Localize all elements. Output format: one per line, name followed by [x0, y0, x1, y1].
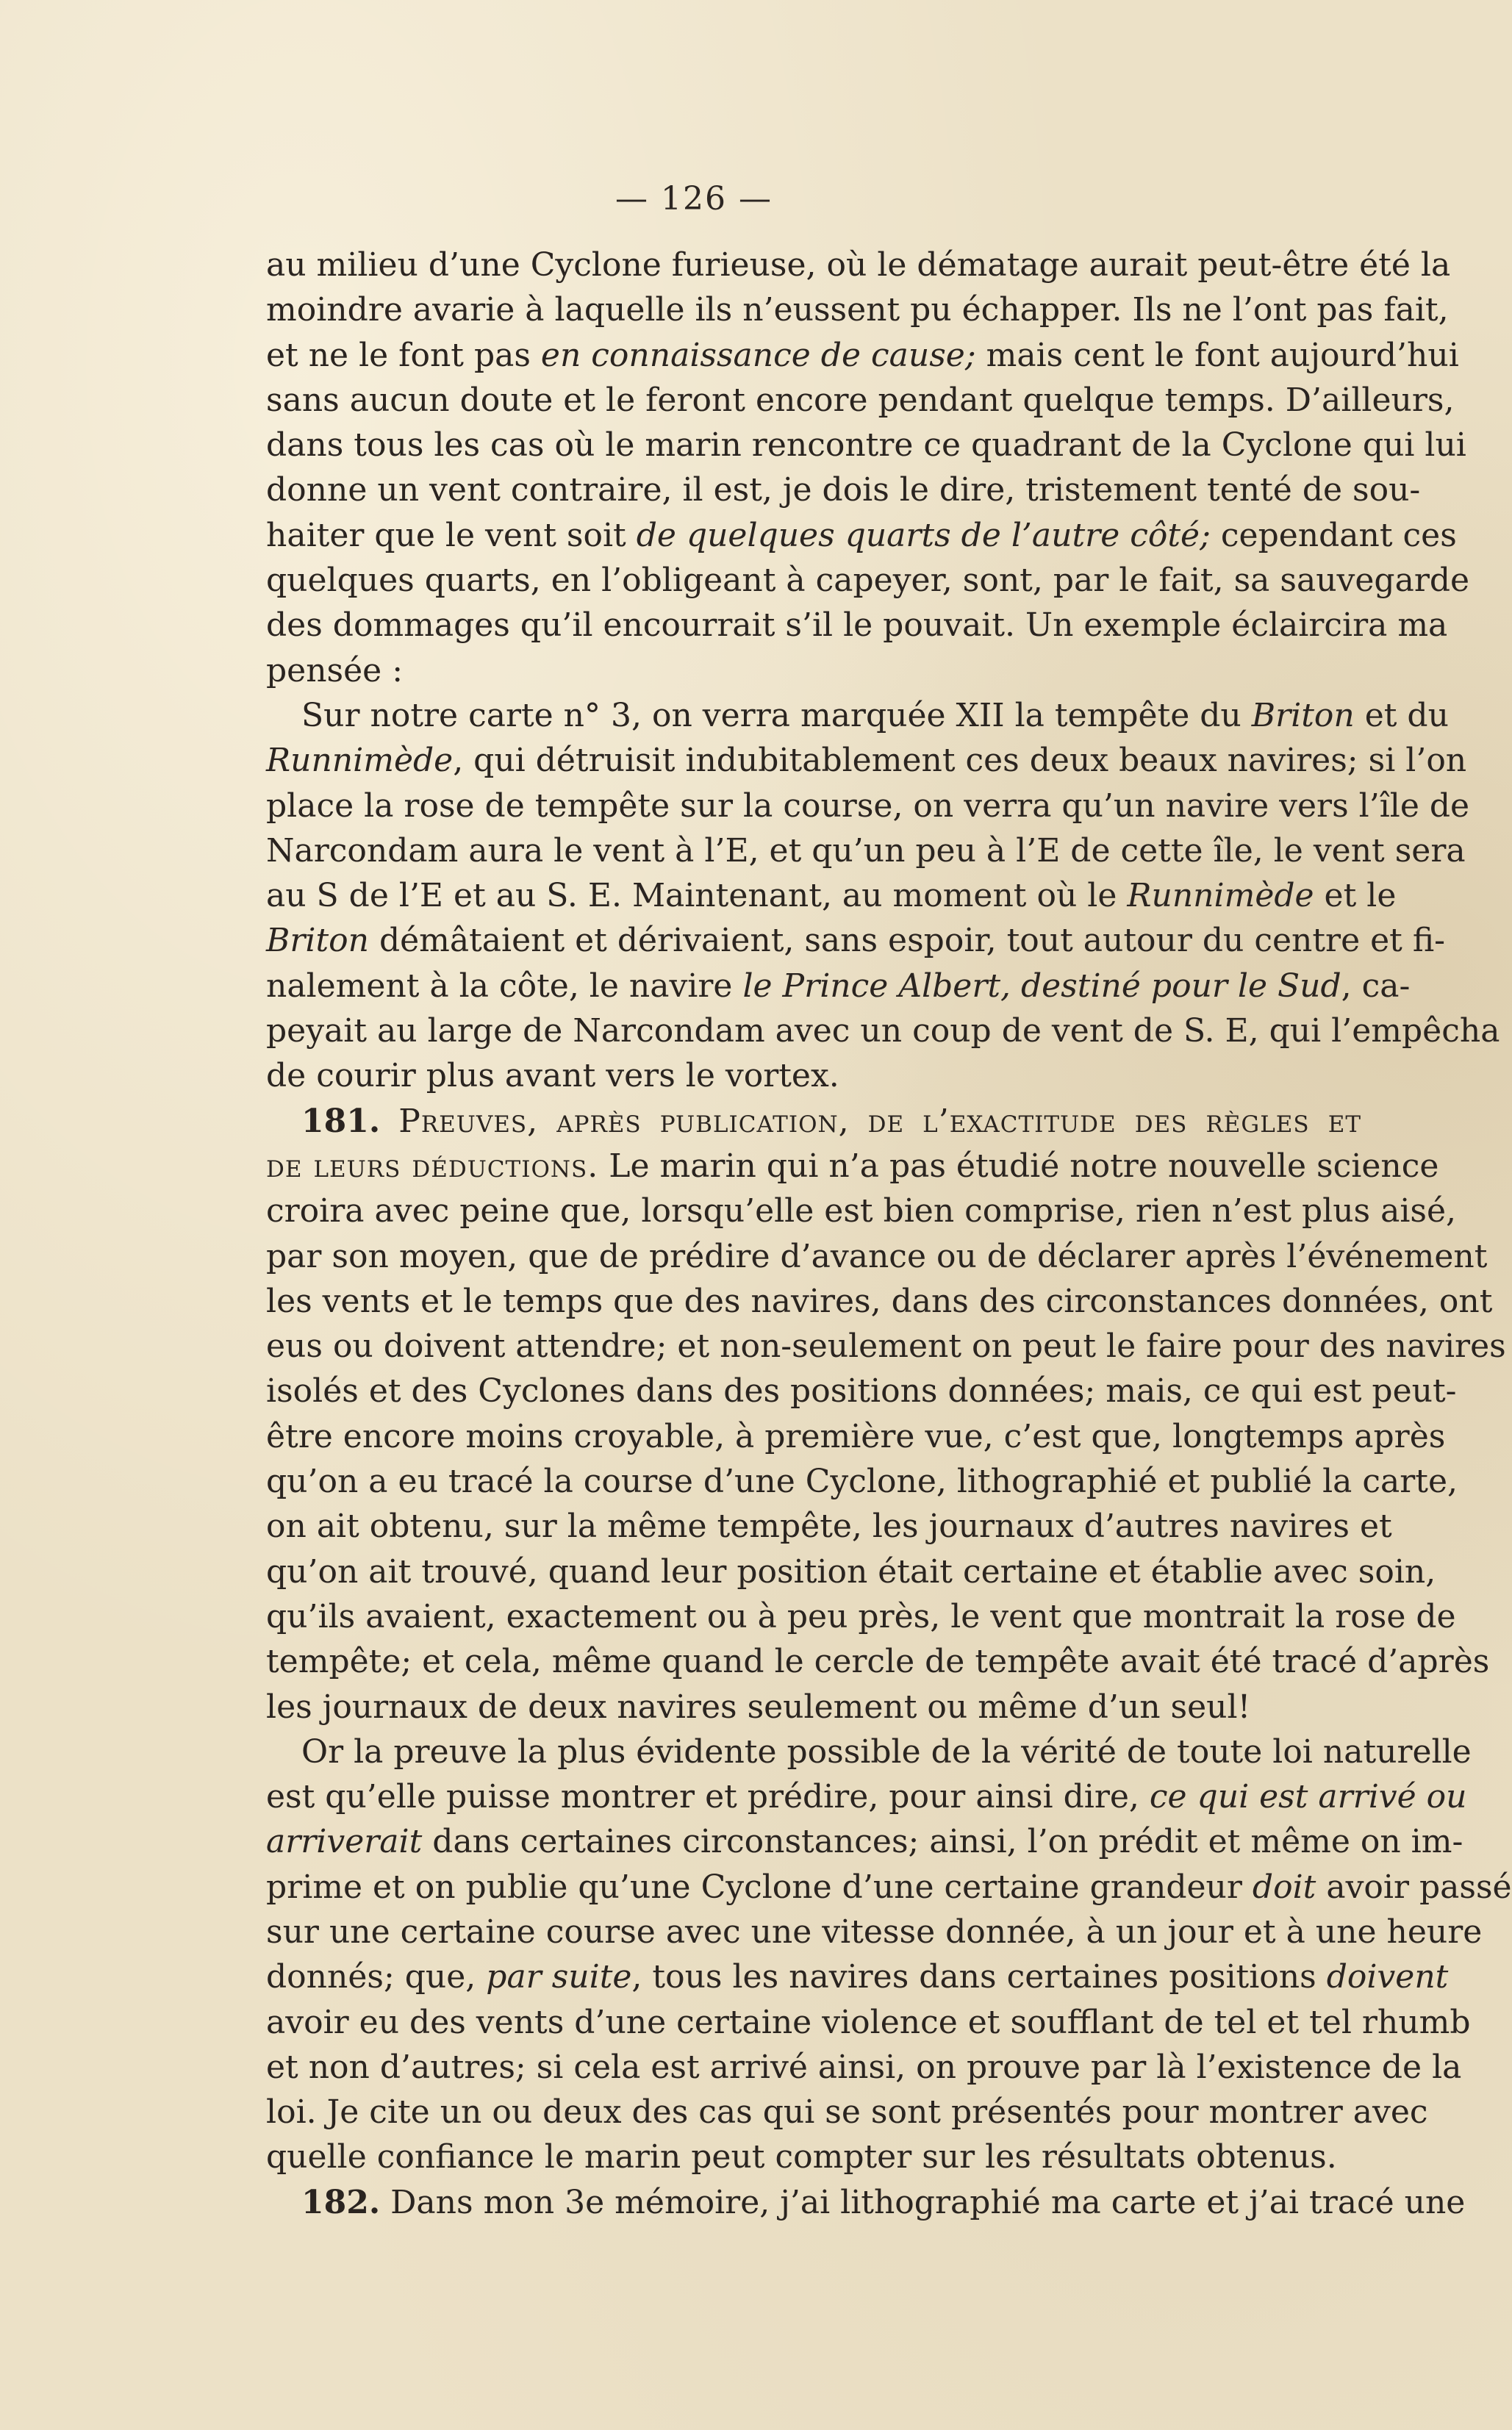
text-line [266, 378, 1455, 423]
text-line [266, 2180, 1466, 2225]
italic-text: doit [1252, 1868, 1316, 1906]
text-segment: Narcondam aura le vent à l’E, et qu’un peu à l’E de cette île, le vent sera [266, 831, 1466, 870]
text-segment: donne un vent contraire, il est, je dois le dire, tristement tenté de sou- [266, 471, 1421, 509]
text-line [266, 738, 1467, 783]
text-segment: de courir plus avant vers le vortex. [266, 1057, 839, 1095]
text-line [266, 1685, 1361, 1730]
text-line [266, 1414, 1446, 1459]
italic-text: arriverait [266, 1823, 423, 1861]
text-segment: Or la preuve la plus évidente possible de la vérité de toute loi naturelle [301, 1732, 1472, 1771]
text-line [266, 918, 1446, 963]
text-line [266, 2045, 1462, 2090]
text-line [266, 1865, 1512, 1910]
text-segment: et ne le font pas [266, 336, 541, 374]
text-segment: donnés; que, [266, 1958, 487, 1996]
text-line [266, 1819, 1463, 1864]
text-line [266, 1459, 1458, 1504]
text-line [266, 2090, 1428, 2135]
text-line [266, 1639, 1490, 1684]
section-number: 181. [301, 1102, 381, 1140]
text-segment: eus ou doivent attendre; et non-seulement on peut le faire pour des navires [266, 1327, 1506, 1366]
text-segment: croira avec peine que, lorsqu’elle est bien comprise, rien n’est plus aisé, [266, 1192, 1457, 1230]
text-segment: démâtaient et dérivaient, sans espoir, tout autour du centre et fi- [368, 922, 1446, 960]
italic-text: Briton [266, 922, 369, 960]
body-text [266, 243, 1512, 2225]
text-line [266, 467, 1421, 512]
text-line [266, 1279, 1493, 1324]
text-segment: isolés et des Cyclones dans des positions données; mais, ce qui est peut- [266, 1372, 1457, 1411]
text-segment: quelle confiance le marin peut compter sur les résultats obtenus. [266, 2138, 1337, 2176]
text-line [266, 1144, 1439, 1189]
text-line [266, 1189, 1457, 1233]
section-heading: de leurs déductions. [266, 1147, 599, 1185]
section-number: 182. [301, 2183, 381, 2221]
text-segment: pensée : [266, 651, 404, 689]
italic-text: par suite [486, 1958, 632, 1996]
text-segment: place la rose de tempête sur la course, on verra qu’un navire vers l’île de [266, 786, 1470, 825]
text-segment: quelques quarts, en l’obligeant à capeyer, sont, par le fait, sa sauvegarde [266, 562, 1470, 600]
text-line [266, 828, 1466, 873]
text-line [266, 1504, 1392, 1549]
text-segment: haiter que le vent soit [266, 516, 637, 554]
italic-text: le Prince Albert, destiné pour le Sud [742, 967, 1341, 1005]
text-segment: , qui détruisit indubitablement ces deux beaux navires; si l’on [453, 742, 1467, 780]
text-segment: mais cent le font aujourd’hui [975, 336, 1459, 374]
text-segment: tempête; et cela, même quand le cercle de tempête avait été tracé d’après [266, 1643, 1490, 1681]
text-line [266, 287, 1449, 332]
italic-text: doivent [1326, 1958, 1449, 1996]
text-line [266, 1234, 1488, 1279]
text-segment: nalement à la côte, le navire [266, 967, 743, 1005]
text-line [266, 1549, 1436, 1594]
text-line [266, 873, 1397, 918]
text-line [266, 1053, 1361, 1098]
text-segment: être encore moins croyable, à première vue, c’est que, longtemps après [266, 1417, 1446, 1455]
italic-text: Briton [1251, 696, 1355, 734]
text-line [266, 603, 1448, 648]
text-line [266, 2000, 1471, 2045]
text-segment: par son moyen, que de prédire d’avance ou de déclarer après l’événement [266, 1237, 1488, 1275]
text-segment: est qu’elle puisse montrer et prédire, pour ainsi dire, [266, 1778, 1150, 1816]
text-segment: peyait au large de Narcondam avec un coup de vent de S. E, qui l’empêcha [266, 1012, 1500, 1050]
text-segment: qu’on ait trouvé, quand leur position était certaine et établie avec soin, [266, 1552, 1436, 1591]
text-segment: prime et on publie qu’une Cyclone d’une certaine grandeur [266, 1868, 1253, 1906]
text-line [266, 1954, 1449, 1999]
text-line [266, 513, 1457, 558]
italic-text: Runnimède [1127, 877, 1314, 915]
text-segment: au milieu d’une Cyclone furieuse, où le dématage aurait peut-être été la [266, 246, 1451, 284]
text-segment: qu’ils avaient, exactement ou à peu près, le vent que montrait la rose de [266, 1597, 1456, 1635]
text-segment: on ait obtenu, sur la même tempête, les journaux d’autres navires et [266, 1508, 1392, 1546]
italic-text: en connaissance de cause; [540, 336, 976, 374]
text-segment: , tous les navires dans certaines positions [631, 1958, 1327, 1996]
text-segment: au S de l’E et au S. E. Maintenant, au moment où le [266, 877, 1128, 915]
text-segment: et du [1354, 696, 1449, 734]
text-segment: qu’on a eu tracé la course d’une Cyclone, lithographié et publié la carte, [266, 1463, 1458, 1501]
text-line [266, 1008, 1500, 1053]
text-segment: dans certaines circonstances; ainsi, l’on prédit et même on im- [422, 1823, 1463, 1861]
text-line [266, 964, 1411, 1008]
text-line [266, 1099, 1361, 1144]
text-line [266, 1730, 1472, 1774]
italic-text: de quelques quarts de l’autre côté; [636, 516, 1211, 554]
text-segment: sans aucun doute et le feront encore pendant quelque temps. D’ailleurs, [266, 381, 1455, 419]
text-segment: Dans mon 3e mémoire, j’ai lithographié ma carte et j’ai tracé une [380, 2183, 1466, 2221]
text-line [266, 648, 1361, 693]
text-segment: avoir eu des vents d’une certaine violence et soufflant de tel et tel rhumb [266, 2003, 1471, 2041]
text-segment: Sur notre carte n° 3, on verra marquée XII la tempête du [301, 696, 1252, 734]
text-segment: , ca- [1341, 967, 1411, 1005]
text-line [266, 558, 1470, 603]
text-line [266, 2135, 1361, 2179]
text-line [266, 693, 1449, 738]
text-segment: et non d’autres; si cela est arrivé ainsi, on prouve par là l’existence de la [266, 2048, 1462, 2086]
text-line [266, 1910, 1483, 1954]
text-segment: les vents et le temps que des navires, dans des circonstances données, ont [266, 1282, 1493, 1320]
text-line [266, 784, 1470, 828]
text-line [266, 1324, 1506, 1369]
page-number: — 126 — [615, 180, 773, 218]
text-segment: sur une certaine course avec une vitesse donnée, à un jour et à une heure [266, 1913, 1483, 1951]
text-line [266, 1369, 1457, 1413]
text-segment: moindre avarie à laquelle ils n’eussent pu échapper. Ils ne l’ont pas fait, [266, 291, 1449, 329]
text-line [266, 243, 1451, 287]
text-segment: dans tous les cas où le marin rencontre ce quadrant de la Cyclone qui lui [266, 426, 1466, 465]
text-line [266, 423, 1466, 467]
text-line [266, 1774, 1467, 1819]
text-line [266, 1594, 1456, 1639]
text-segment: Le marin qui n’a pas étudié notre nouvelle science [598, 1147, 1439, 1185]
text-line [266, 333, 1459, 378]
italic-text: Runnimède [266, 742, 454, 780]
text-segment: loi. Je cite un ou deux des cas qui se sont présentés pour montrer avec [266, 2093, 1428, 2132]
text-segment: cependant ces [1210, 516, 1457, 554]
text-segment: des dommages qu’il encourrait s’il le pouvait. Un exemple éclaircira ma [266, 606, 1448, 645]
italic-text: ce qui est arrivé ou [1149, 1778, 1467, 1816]
text-segment: et le [1314, 877, 1397, 915]
text-segment: les journaux de deux navires seulement ou même d’un seul! [266, 1688, 1251, 1726]
text-segment: avoir passé [1316, 1868, 1512, 1906]
section-heading: Preuves, après publication, de l’exactitude des règles et [380, 1102, 1361, 1140]
